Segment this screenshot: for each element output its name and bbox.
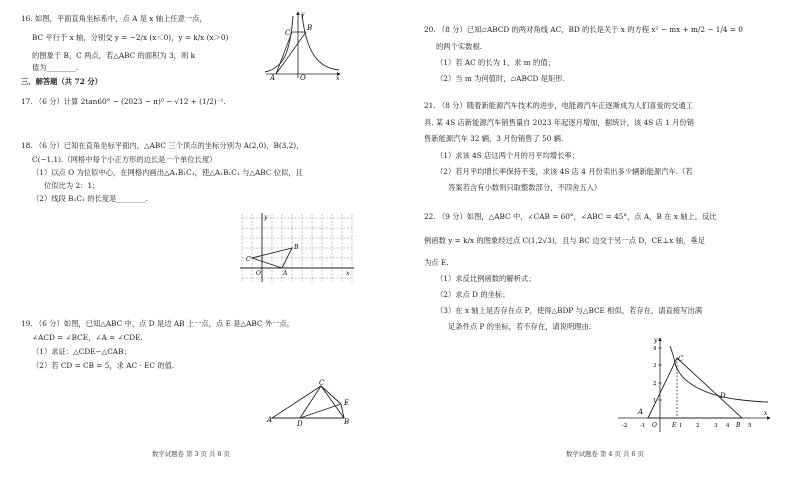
q20-line1: 20. （8 分）已知▱ABCD 的两对角线 AC，BD 的长是关于 x 的方程 x² − mx + m/2 − 1/4 = 0 bbox=[424, 25, 743, 34]
fig22-label-d: D bbox=[720, 392, 726, 400]
grid-label-o: O bbox=[256, 270, 261, 277]
q21-line1: 21. （8 分）随着新能源汽车技术的进步，电能源汽车正逐渐成为人们喜爱的交通工 bbox=[424, 101, 693, 110]
footer-left: 数学试题卷 第 3 页 共 6 页 bbox=[152, 450, 230, 458]
fig22-tick-y-1: 1 bbox=[653, 398, 657, 404]
q22-line5: （2）求点 D 的坐标； bbox=[436, 290, 510, 299]
fig22-label-c: C bbox=[678, 355, 684, 363]
fig22-tick-x-2: 2 bbox=[696, 423, 700, 429]
q22-line4: （1）求反比例函数的解析式； bbox=[436, 274, 536, 283]
fig22-tick-x-5: 5 bbox=[748, 423, 752, 429]
fig22-tick-y-2: 2 bbox=[653, 381, 657, 387]
fig16-label-o: O bbox=[300, 74, 306, 80]
fig22-tick-x-neg2: -2 bbox=[622, 423, 628, 429]
fig22-label-a: A bbox=[638, 408, 644, 416]
q20-line4: （2）当 m 为何值时，▱ABCD 是矩形. bbox=[436, 74, 565, 83]
fig16-label-x: x bbox=[336, 75, 340, 80]
q21-line5: （2）若月平均增长率保持不变，求该 4S 店 4 月份卖出多少辆新能源汽车.（若 bbox=[436, 167, 693, 176]
q22-line6: （3）在 x 轴上是否存在点 P，使得△BDP 与△BCE 相似，若存在，请直接写出满 bbox=[436, 306, 703, 315]
footer-right: 数学试题卷 第 4 页 共 6 页 bbox=[566, 450, 644, 458]
fig22-label-e: E bbox=[672, 422, 677, 429]
figure-18-grid bbox=[238, 212, 356, 284]
q18-line2: C(−1,1).（网格中每个小正方形的边长是一个单位长度） bbox=[32, 155, 217, 164]
q21-line4: （1）求该 4S 店这两个月的月平均增长率； bbox=[436, 151, 579, 160]
fig22-tick-y-3: 3 bbox=[653, 363, 657, 369]
q22-line7: 足条件点 P 的坐标，若不存在，请说明理由. bbox=[448, 322, 592, 331]
fig22-label-b: B bbox=[736, 422, 741, 429]
grid-label-y: y bbox=[264, 214, 268, 221]
fig16-label-c: C bbox=[285, 29, 291, 37]
fig19-label-c: C bbox=[319, 379, 325, 387]
q16-line4: 值为________. bbox=[32, 63, 79, 72]
q16-line2: BC 平行于 x 轴，分别交 y = −2/x (x＜0)，y = k/x (x＞0) bbox=[32, 33, 229, 42]
section-title: 三、解答题（共 72 分） bbox=[21, 77, 102, 86]
q21-line3: 售新能源汽车 32 辆，3 月份销售了 50 辆. bbox=[424, 134, 564, 143]
fig16-label-a: A bbox=[270, 74, 276, 80]
fig22-label-o: O bbox=[652, 422, 657, 429]
figure-19-triangle bbox=[264, 378, 354, 428]
q18-line5: （2）线段 B₁C₁ 的长度是________. bbox=[32, 194, 148, 203]
grid-label-c: C bbox=[246, 256, 251, 263]
figure-16-hyperbola bbox=[262, 8, 344, 80]
q22-line2: 例函数 y = k/x 的图象经过点 C(1,2√3)，且与 BC 边交于另一点 D，CE⊥x 轴，垂足 bbox=[424, 236, 705, 245]
grid-label-b: B bbox=[294, 244, 299, 251]
q20-line3: （1）若 AC 的长为 1，求 m 的值； bbox=[436, 58, 555, 67]
fig16-label-b: B bbox=[307, 24, 313, 32]
q21-line6: 答案若含有小数则只取整数部分，不四舍五入） bbox=[448, 183, 602, 192]
fig19-label-a: A bbox=[267, 416, 273, 424]
figure-22-graph bbox=[614, 334, 774, 434]
q18-line4: 位似比为 2：1； bbox=[44, 181, 100, 190]
grid-label-a: A bbox=[283, 270, 288, 277]
fig16-label-y: y bbox=[301, 11, 305, 18]
fig19-label-b: B bbox=[344, 418, 350, 426]
fig22-tick-x-4: 4 bbox=[726, 423, 730, 429]
q22-line3: 为点 E. bbox=[424, 258, 449, 267]
q19-line2: ∠ACD = ∠BCE，∠A = ∠CDE. bbox=[32, 333, 143, 342]
fig22-tick-x-1: 1 bbox=[679, 423, 683, 429]
fig19-label-d: D bbox=[297, 420, 303, 428]
q16-line3: 的图象于 B，C 两点，若△ABC 的面积为 3，则 k bbox=[32, 51, 196, 60]
fig22-tick-x-neg1: -1 bbox=[640, 423, 646, 429]
q18-line3: （1）以点 O 为位似中心，在网格内画出△A₁B₁C₁，使△A₁B₁C₁ 与△ABC 位似，且 bbox=[32, 168, 303, 177]
q22-line1: 22. （9 分）如图，△ABC 中，∠CAB = 60°，∠ABC = 45°，点 A，B 在 x 轴上，反比 bbox=[424, 212, 717, 221]
q21-line2: 具. 某 4S 店新能源汽车销售量自 2023 年起逐月增加，据统计，该 4S 店 1 月份销 bbox=[424, 118, 695, 127]
q16-line1: 16. 如图，平面直角坐标系中，点 A 是 x 轴上任意一点， bbox=[21, 14, 207, 23]
q19-line4: （2）若 CD = CB = 5，求 AC · EC 的值. bbox=[32, 361, 175, 370]
q17: 17. （6 分）计算 2tan60° − (2023 − π)⁰ − √12 + (1/2)⁻¹. bbox=[21, 97, 226, 106]
fig22-label-y: y bbox=[654, 337, 658, 344]
fig22-tick-y-4: 4 bbox=[653, 346, 657, 352]
grid-label-x: x bbox=[346, 270, 350, 277]
q19-line3: （1）求证：△CDE∽△CAB； bbox=[32, 347, 131, 356]
q19-line1: 19. （6 分）如图，已知△ABC 中，点 D 是边 AB 上一点，点 E 是△ABC 外一点， bbox=[21, 319, 295, 328]
q18-line1: 18. （6 分）已知在直角坐标平面内，△ABC 三个顶点的坐标分别为 A(2,0)，B(3,2)， bbox=[21, 141, 304, 150]
fig22-label-x: x bbox=[764, 410, 768, 417]
q20-line2: 的两个实数根. bbox=[436, 42, 483, 51]
fig19-label-e: E bbox=[344, 399, 350, 407]
fig22-tick-x-3: 3 bbox=[714, 423, 718, 429]
